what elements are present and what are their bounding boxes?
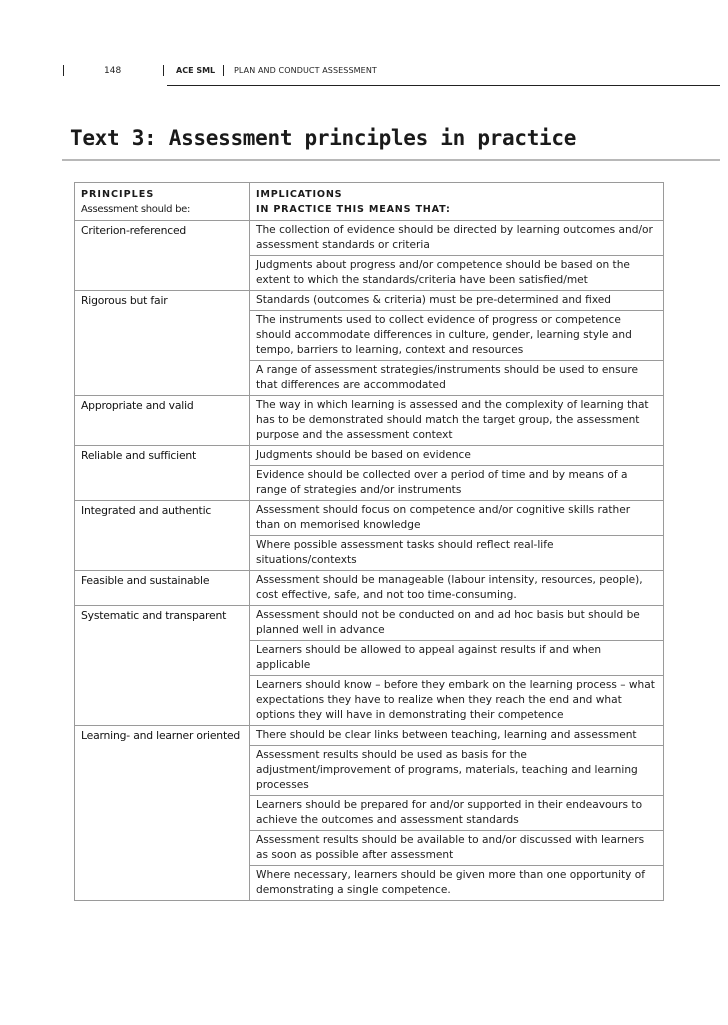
principle-cell: Reliable and sufficient: [75, 446, 250, 501]
module-title: PLAN AND CONDUCT ASSESSMENT: [234, 66, 377, 75]
table-header: [75, 183, 664, 221]
implication-cell: The collection of evidence should be directed by learning outcomes and/or assessment standards or criteria: [250, 221, 664, 256]
principle-cell: Appropriate and valid: [75, 396, 250, 446]
page-number: 148: [104, 66, 122, 76]
implication-cell: Assessment should focus on competence and/or cognitive skills rather than on memorised knowledge: [250, 501, 664, 536]
table-row: [75, 606, 664, 641]
page-title: Text 3: Assessment principles in practice: [70, 126, 577, 150]
principle-cell: Integrated and authentic: [75, 501, 250, 571]
table-row: [75, 501, 664, 536]
implication-cell: Judgments should be based on evidence: [250, 446, 664, 466]
principle-cell: Systematic and transparent: [75, 606, 250, 726]
table-row: [75, 396, 664, 446]
table-row: [75, 571, 664, 606]
principle-cell: Criterion-referenced: [75, 221, 250, 291]
implication-cell: A range of assessment strategies/instruments should be used to ensure that differences are accommodated: [250, 361, 664, 396]
table-header-row: [75, 183, 664, 221]
implication-cell: There should be clear links between teaching, learning and assessment: [250, 726, 664, 746]
implications-heading: IMPLICATIONS: [256, 189, 343, 200]
principles-column-header: [75, 183, 250, 221]
table-row: [75, 726, 664, 746]
header-separator: [163, 65, 164, 76]
implications-subheading: IN PRACTICE THIS MEANS THAT:: [256, 204, 451, 215]
implication-cell: Assessment results should be available to and/or discussed with learners as soon as possible after assessment: [250, 831, 664, 866]
header-rule: [167, 85, 720, 86]
header-separator: [63, 65, 64, 76]
table-row: [75, 446, 664, 466]
table-body: [75, 221, 664, 901]
implication-cell: Assessment should not be conducted on and ad hoc basis but should be planned well in advance: [250, 606, 664, 641]
running-header: [0, 0, 728, 90]
implication-cell: Where possible assessment tasks should reflect real-life situations/contexts: [250, 536, 664, 571]
implications-column-header: [250, 183, 664, 221]
implication-cell: The instruments used to collect evidence of progress or competence should accommodate differences in culture, gender, learning style and tempo, barriers to learning, context and resources: [250, 311, 664, 361]
implication-cell: Assessment should be manageable (labour intensity, resources, people), cost effective, safe, and not too time-consuming.: [250, 571, 664, 606]
implication-cell: Assessment results should be used as basis for the adjustment/improvement of programs, materials, teaching and learning processes: [250, 746, 664, 796]
implication-cell: Evidence should be collected over a period of time and by means of a range of strategies and/or instruments: [250, 466, 664, 501]
implication-cell: Learners should be allowed to appeal against results if and when applicable: [250, 641, 664, 676]
implication-cell: Learners should be prepared for and/or supported in their endeavours to achieve the outcomes and assessment standards: [250, 796, 664, 831]
table-row: [75, 291, 664, 311]
principles-subheading: Assessment should be:: [81, 204, 191, 215]
implication-cell: Learners should know – before they embark on the learning process – what expectations they have to realize when they reach the end and what options they will have in demonstrating their competence: [250, 676, 664, 726]
header-separator: [223, 65, 224, 76]
principles-table: [74, 182, 664, 901]
implication-cell: The way in which learning is assessed and the complexity of learning that has to be demonstrated should match the target group, the assessment purpose and the assessment context: [250, 396, 664, 446]
implication-cell: Judgments about progress and/or competence should be based on the extent to which the standards/criteria have been satisfied/met: [250, 256, 664, 291]
principle-cell: Learning- and learner oriented: [75, 726, 250, 901]
principle-cell: Rigorous but fair: [75, 291, 250, 396]
principles-heading: PRINCIPLES: [81, 189, 155, 200]
table-row: [75, 221, 664, 256]
course-code: ACE SML: [176, 66, 216, 75]
implication-cell: Standards (outcomes & criteria) must be pre-determined and fixed: [250, 291, 664, 311]
principle-cell: Feasible and sustainable: [75, 571, 250, 606]
implication-cell: Where necessary, learners should be given more than one opportunity of demonstrating a single competence.: [250, 866, 664, 901]
title-rule: [62, 159, 720, 161]
